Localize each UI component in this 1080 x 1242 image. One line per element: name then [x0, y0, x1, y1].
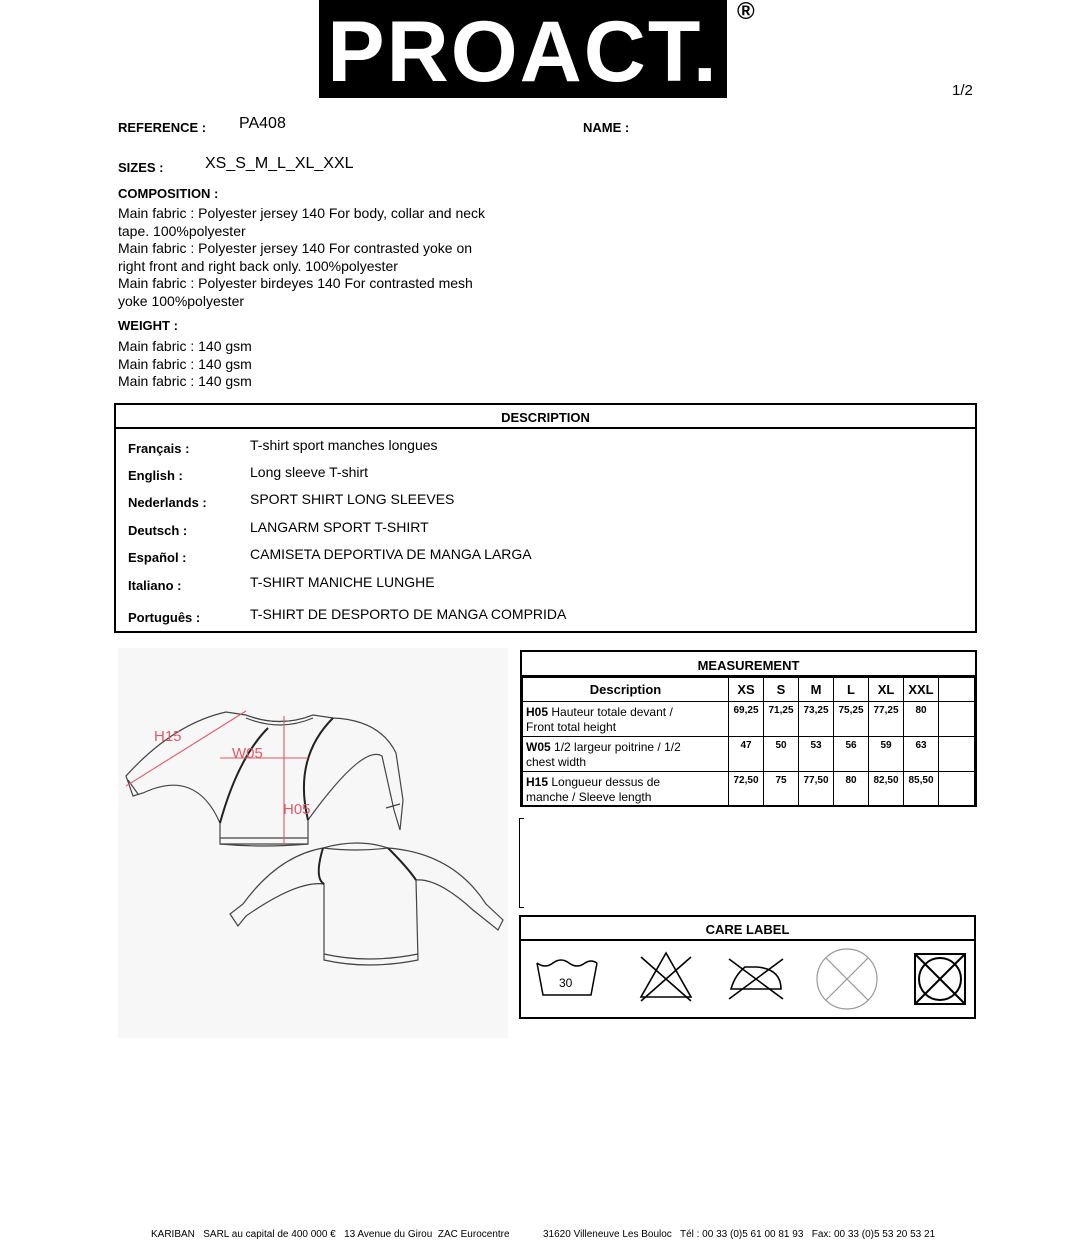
weight-line: Main fabric : 140 gsm: [118, 338, 252, 354]
measurement-value: 59: [869, 737, 904, 772]
measurement-value: 77,50: [799, 772, 834, 807]
reference-value: PA408: [239, 115, 286, 132]
name-label: NAME :: [583, 120, 630, 135]
language-text: T-SHIRT DE DESPORTO DE MANGA COMPRIDA: [250, 606, 567, 622]
no-iron-icon: [729, 959, 783, 999]
description-header: Description: [523, 678, 729, 702]
page-number: 1/2: [952, 82, 973, 99]
empty-cell: [939, 772, 975, 807]
measurement-desc-2: Front total height: [526, 720, 617, 734]
brand-logo: [319, 0, 727, 98]
footer-right: 31620 Villeneuve Les Bouloc Tél : 00 33 (0)5 61 00 81 93 Fax: 00 33 (0)5 53 20 53 21: [543, 1229, 936, 1240]
care-icons: [531, 947, 971, 1011]
weight-text: [118, 338, 252, 391]
language-text: CAMISETA DEPORTIVA DE MANGA LARGA: [250, 546, 532, 562]
description-title: DESCRIPTION: [116, 405, 975, 429]
empty-cell: [939, 702, 975, 737]
language-label: Français :: [128, 441, 190, 456]
measurement-value: 72,50: [729, 772, 764, 807]
logo-text: PROACT.: [327, 4, 719, 100]
measurement-description: [523, 737, 729, 772]
language-text: T-SHIRT MANICHE LUNGHE: [250, 574, 435, 590]
measurement-value: 47: [729, 737, 764, 772]
measurement-description: [523, 772, 729, 807]
empty-frame: [519, 818, 524, 908]
table-row: [523, 702, 975, 737]
measurement-title: MEASUREMENT: [522, 652, 975, 677]
language-label: Deutsch :: [128, 523, 188, 538]
reference-label: REFERENCE :: [118, 120, 207, 135]
care-label-title: CARE LABEL: [521, 917, 974, 941]
size-header: S: [764, 678, 799, 702]
h05-label: H05: [283, 801, 311, 818]
measurement-value: 56: [834, 737, 869, 772]
registered-mark: ®: [737, 0, 755, 25]
measurement-value: 69,25: [729, 702, 764, 737]
measurement-desc: 1/2 largeur poitrine / 1/2: [554, 740, 681, 754]
garment-drawing: [118, 648, 508, 1038]
composition-line: Main fabric : Polyester jersey 140 For body, collar and neck: [118, 205, 486, 221]
composition-text: [118, 205, 485, 310]
measurement-value: 75,25: [834, 702, 869, 737]
size-header: L: [834, 678, 869, 702]
size-header: XL: [869, 678, 904, 702]
no-dry-clean-icon: [817, 949, 877, 1009]
care-label-box: [519, 915, 976, 1019]
size-header: M: [799, 678, 834, 702]
size-header: XS: [729, 678, 764, 702]
no-tumble-dry-icon: [915, 954, 965, 1004]
language-label: Português :: [128, 610, 201, 625]
composition-line: Main fabric : Polyester jersey 140 For contrasted yoke on: [118, 240, 473, 256]
language-text: SPORT SHIRT LONG SLEEVES: [250, 491, 455, 507]
measurement-code: W05: [526, 740, 551, 754]
sizes-value: XS_S_M_L_XL_XXL: [205, 155, 354, 172]
language-text: Long sleeve T-shirt: [250, 464, 369, 480]
footer-left: KARIBAN SARL au capital de 400 000 € 13 Avenue du Girou ZAC Eurocentre: [151, 1229, 510, 1240]
measurement-desc: Longueur dessus de: [551, 775, 661, 789]
measurement-value: 75: [764, 772, 799, 807]
measurement-value: 80: [834, 772, 869, 807]
empty-cell: [939, 737, 975, 772]
weight-label: WEIGHT :: [118, 318, 178, 333]
wash-temp: 30: [559, 976, 573, 990]
measurement-code: H15: [526, 775, 549, 789]
measurement-table: [520, 650, 977, 807]
language-text: LANGARM SPORT T-SHIRT: [250, 519, 429, 535]
composition-label: COMPOSITION :: [118, 186, 219, 201]
no-bleach-icon: [641, 953, 691, 1001]
h15-label: H15: [154, 728, 182, 745]
measurement-code: H05: [526, 705, 549, 719]
table-row: [523, 772, 975, 807]
measurement-value: 50: [764, 737, 799, 772]
measurement-value: 63: [904, 737, 939, 772]
weight-line: Main fabric : 140 gsm: [118, 373, 252, 389]
language-text: T-shirt sport manches longues: [250, 437, 438, 453]
language-label: Nederlands :: [128, 495, 207, 510]
measurement-value: 71,25: [764, 702, 799, 737]
measurement-value: 85,50: [904, 772, 939, 807]
t-shirt-sketch: [118, 648, 508, 1038]
composition-line: right front and right back only. 100%polyester: [118, 257, 398, 274]
language-label: English :: [128, 468, 183, 483]
table-row: [523, 737, 975, 772]
language-label: Español :: [128, 550, 187, 565]
weight-line: Main fabric : 140 gsm: [118, 355, 252, 372]
language-label: Italiano :: [128, 578, 182, 593]
measurement-grid: [522, 677, 975, 807]
measurement-value: 82,50: [869, 772, 904, 807]
size-header: XXL: [904, 678, 939, 702]
measurement-value: 73,25: [799, 702, 834, 737]
measurement-desc-2: chest width: [526, 755, 587, 769]
composition-line: Main fabric : Polyester birdeyes 140 For contrasted mesh: [118, 275, 473, 291]
measurement-description: [523, 702, 729, 737]
sizes-label: SIZES :: [118, 160, 164, 175]
measurement-value: 53: [799, 737, 834, 772]
measurement-value: 80: [904, 702, 939, 737]
composition-line: tape. 100%polyester: [118, 222, 246, 239]
empty-header: [939, 678, 975, 702]
measurement-desc-2: manche / Sleeve length: [526, 790, 652, 804]
composition-line: yoke 100%polyester: [118, 292, 245, 309]
measurement-desc: Hauteur totale devant /: [551, 705, 673, 719]
description-box: [114, 403, 977, 633]
w05-label: W05: [232, 745, 263, 762]
measurement-value: 77,25: [869, 702, 904, 737]
